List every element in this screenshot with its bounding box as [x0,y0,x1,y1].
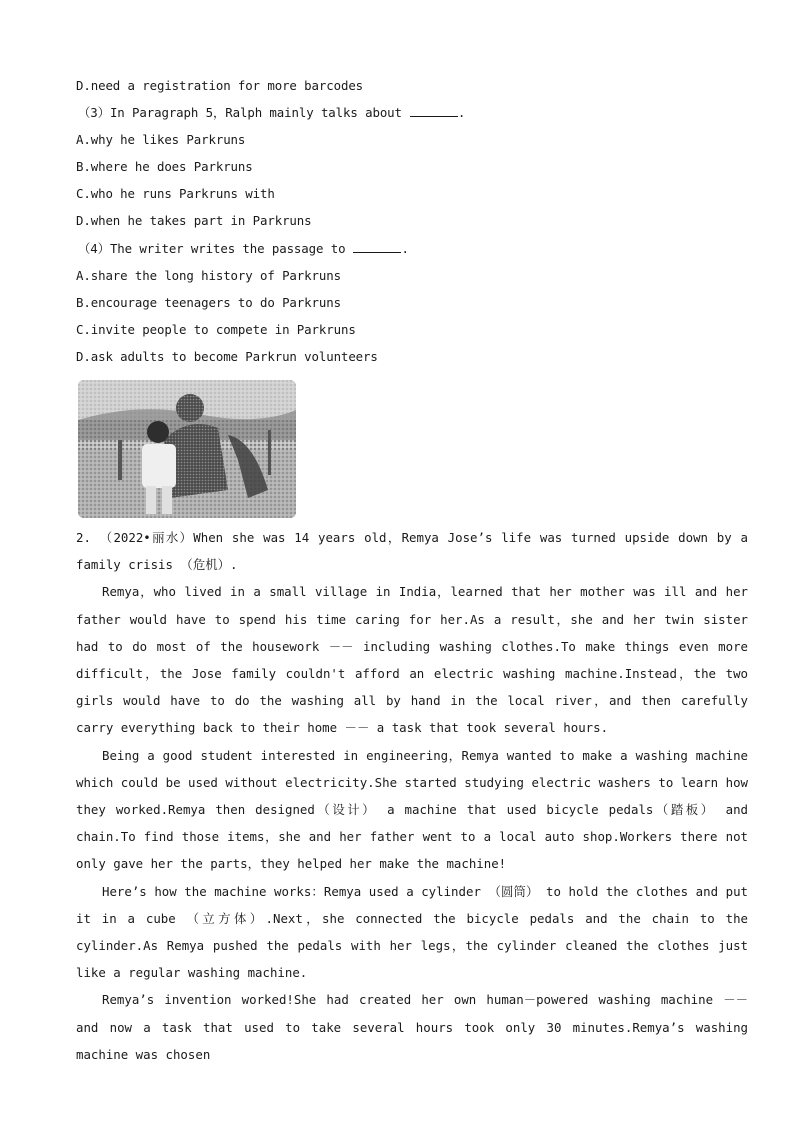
q4-stem [78,241,409,257]
passage-2 [76,524,748,1068]
paragraph-2: Being a good student interested in engineering，Remya wanted to make a washing machine which could be used without electricity.She started studying electric washers to learn how they worked.Remya then designed（设计） a machine that used bicycle pedals（踏板） and chain.To find those items，she and her father went to a local auto shop.Workers there not only gave her the parts，they helped her make the machine! [76,747,748,872]
q4-option-d: D.ask adults to become Parkrun volunteers [76,349,378,364]
q3-option-a: A.why he likes Parkruns [76,132,246,147]
blank-end: . [457,105,466,120]
passage-photo [78,380,296,518]
blank-end: . [401,241,409,256]
paragraph-1: Remya，who lived in a small village in India，learned that her mother was ill and her father would have to spend his time caring for her.As a result，she and her twin sister had to do most of the housework －－ including washing clothes.To make things even more difficult，the Jose family couldn't afford an electric washing machine.Instead，the two girls would have to do the washing all by hand in the local river，and then carefully carry everything back to their home －－ a task that took several hours. [76,584,748,736]
photo-illustration [78,380,296,518]
q4-option-a: A.share the long history of Parkruns [76,268,341,283]
q4-option-c: C.invite people to compete in Parkruns [76,322,356,337]
q4-stem-text: （4）The writer writes the passage to [78,241,346,256]
q2-option-d: D.need a registration for more barcodes [76,78,364,93]
q4-option-b: B.encourage teenagers to do Parkruns [76,295,341,310]
answer-blank [410,106,458,117]
q3-option-c: C.who he runs Parkruns with [76,186,275,201]
q3-option-d: D.when he takes part in Parkruns [76,213,312,228]
answer-blank [353,242,401,253]
paragraph-4: Remya’s invention worked!She had created her own human－powered washing machine －－ and now a task that used to take several hours took only 30 minutes.Remya’s washing machine was chosen [76,992,748,1062]
paragraph-3: Here’s how the machine works：Remya used a cylinder （圆筒） to hold the clothes and put it in a cube （立方体）.Next，she connected the bicycle pedals and the chain to the cylinder.As Remya pushed the pedals with her legs，the cylinder cleaned the clothes just like a regular washing machine. [76,883,748,981]
q3-stem [78,105,465,121]
q3-stem-text: （3）In Paragraph 5，Ralph mainly talks about [78,105,402,120]
passage-intro: 2. （2022•丽水）When she was 14 years old，Remya Jose’s life was turned upside down by a family crisis （危机）. [76,530,748,573]
q3-option-b: B.where he does Parkruns [76,159,253,174]
